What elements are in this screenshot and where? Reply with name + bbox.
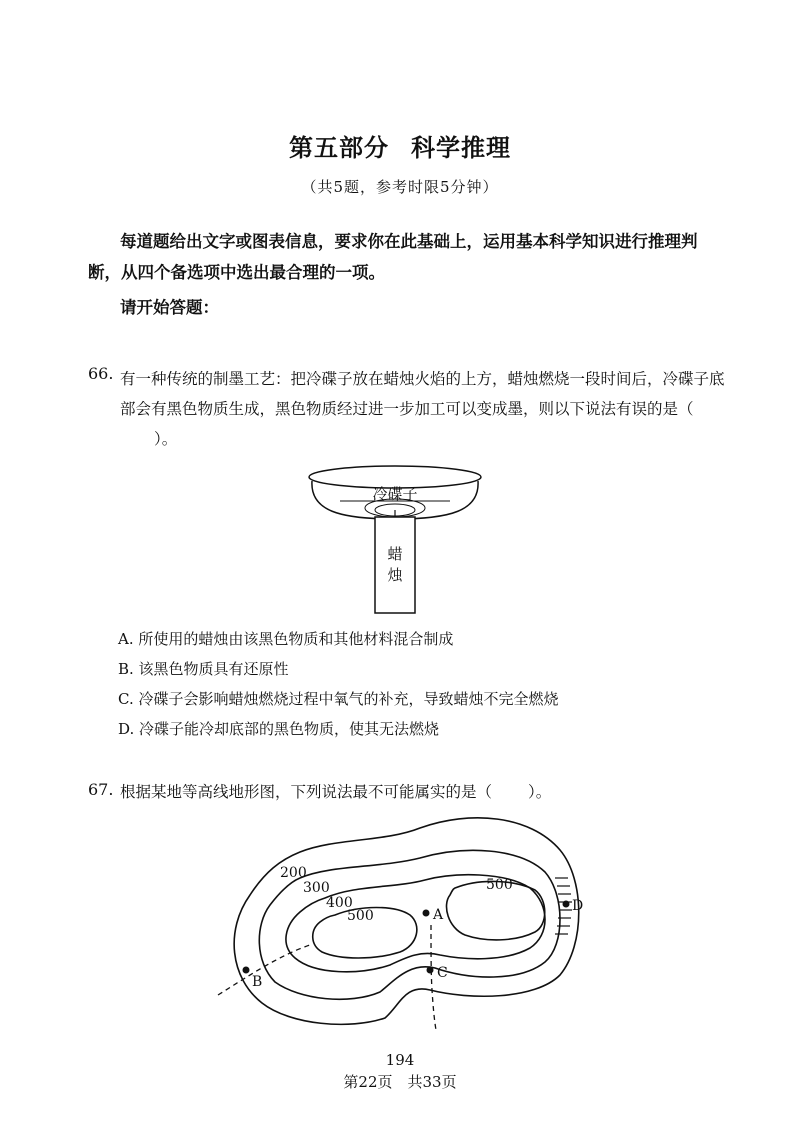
- section-name: 科学推理: [411, 134, 511, 162]
- ridge-line-b: [218, 945, 310, 995]
- contour-label-500-right: 500: [486, 877, 513, 893]
- question-66-option-a[interactable]: A. 所使用的蜡烛由该黑色物质和其他材料混合制成: [118, 630, 454, 648]
- start-prompt: 请开始答题：: [120, 298, 219, 317]
- point-a-marker: [423, 910, 430, 917]
- question-66-option-c[interactable]: C. 冷碟子会影响蜡烛燃烧过程中氧气的补充，导致蜡烛不完全燃烧: [118, 690, 559, 708]
- page-number: 194: [385, 1051, 415, 1069]
- point-c-label: C: [437, 965, 448, 981]
- page-footer: 第22页 共33页: [343, 1073, 457, 1091]
- section-part: 第五部分: [289, 134, 389, 162]
- question-67-number: 67.: [88, 780, 114, 799]
- point-c-marker: [427, 967, 434, 974]
- point-d-marker: [563, 901, 570, 908]
- plate-label: 冷碟子: [372, 485, 418, 503]
- point-d-label: D: [572, 898, 584, 914]
- contour-label-300: 300: [303, 880, 330, 896]
- contour-label-400: 400: [326, 895, 353, 911]
- candle-label-2: 烛: [387, 566, 403, 584]
- contour-label-200: 200: [280, 865, 307, 881]
- question-66-number: 66.: [88, 364, 114, 383]
- section-subtitle: （共5题，参考时限5分钟）: [301, 178, 499, 196]
- question-67-stem-end: ）。: [528, 783, 552, 801]
- point-a-label: A: [433, 907, 444, 923]
- question-66-option-d[interactable]: D. 冷碟子能冷却底部的黑色物质，使其无法燃烧: [118, 720, 440, 738]
- question-66-stem: 有一种传统的制墨工艺：把冷碟子放在蜡烛火焰的上方，蜡烛燃烧一段时间后，冷碟子底部会有黑色物质生成，黑色物质经过进一步加工可以变成墨，则以下说法有误的是（: [120, 370, 725, 418]
- valley-line-c: [431, 925, 436, 1030]
- question-67-stem: 根据某地等高线地形图，下列说法最不可能属实的是（: [120, 783, 493, 801]
- question-66-option-b[interactable]: B. 该黑色物质具有还原性: [118, 660, 289, 678]
- contour-200: [234, 818, 579, 1025]
- question-66-stem-end: ）。: [154, 430, 178, 448]
- point-b-marker: [243, 967, 250, 974]
- candle-label-1: 蜡: [387, 545, 403, 563]
- section-intro: 每道题给出文字或图表信息，要求你在此基础上，运用基本科学知识进行推理判断，从四个备选项中选出最合理的一项。: [88, 232, 698, 282]
- contour-label-500-left: 500: [347, 908, 374, 924]
- point-b-label: B: [252, 974, 263, 990]
